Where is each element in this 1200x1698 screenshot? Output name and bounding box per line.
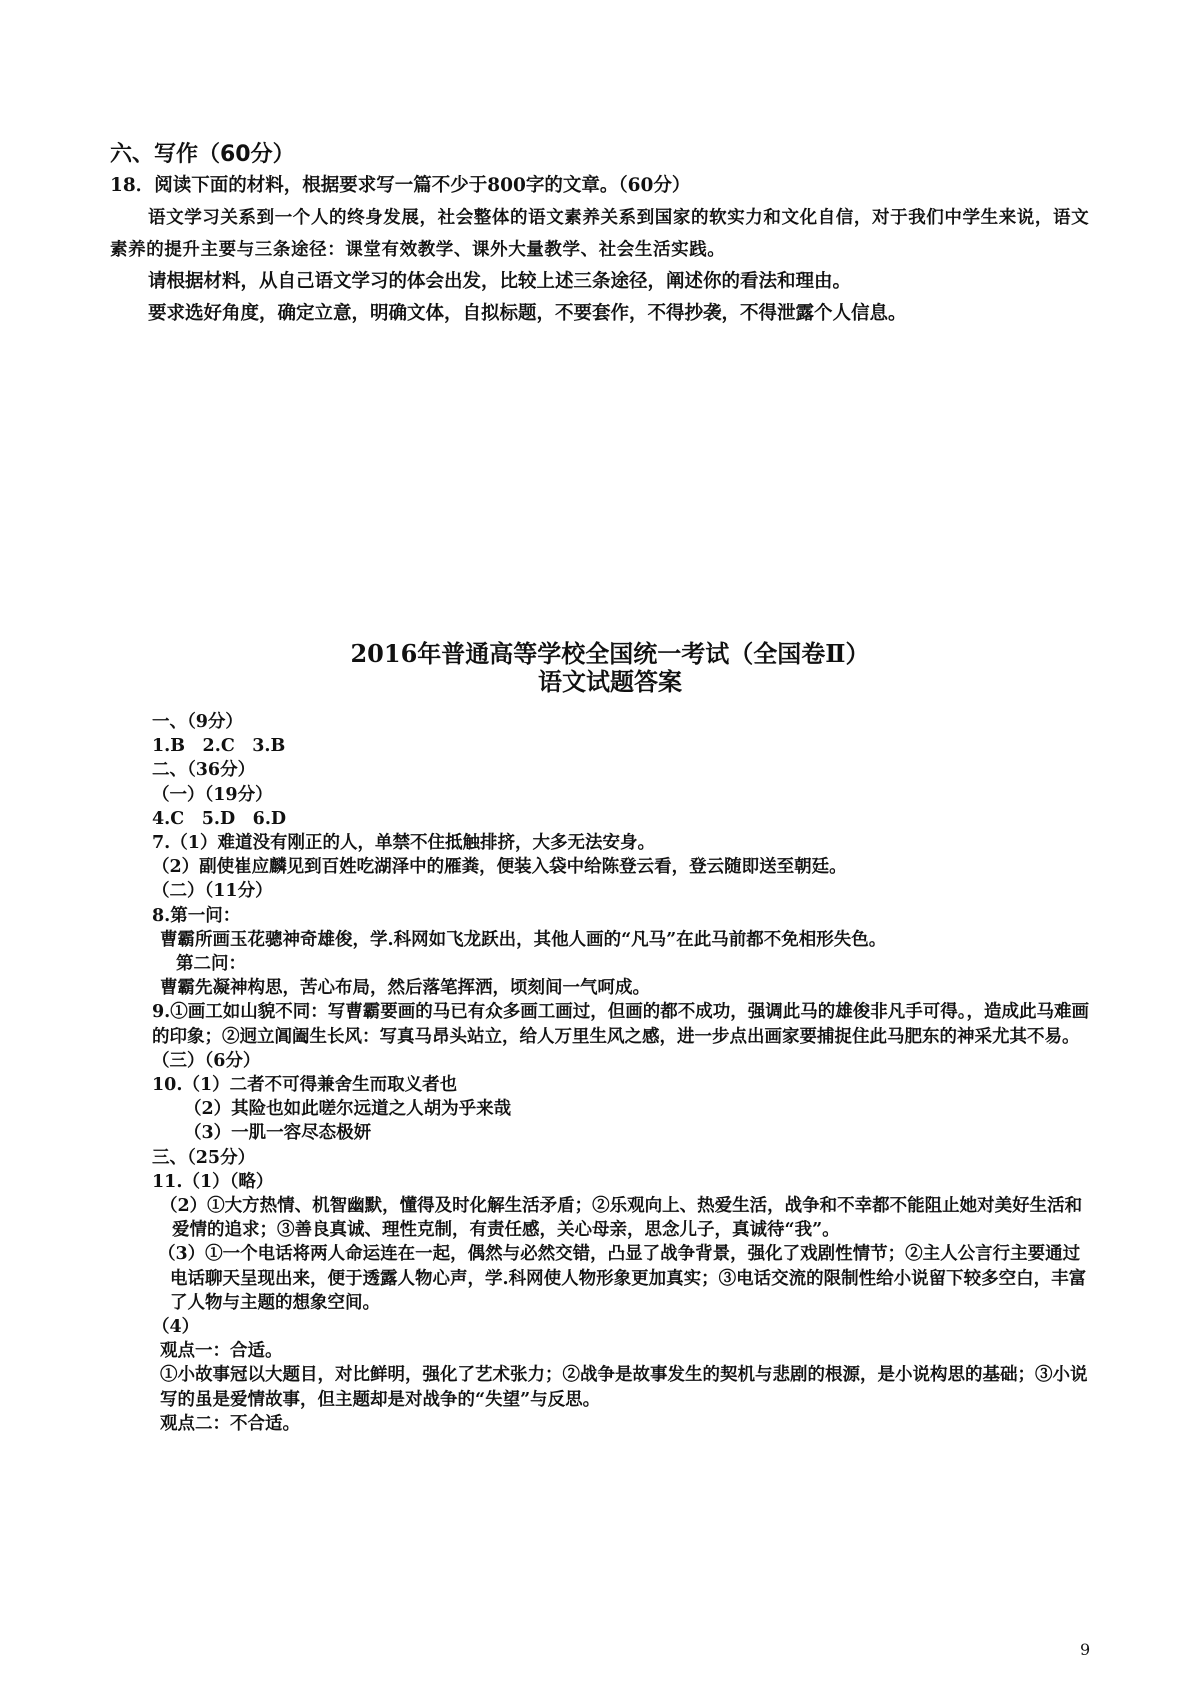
answer-line: （3）①一个电话将两人命运连在一起，偶然与必然交错，凸显了战争背景，强化了戏剧性情节；②主人公言行主要通过电话聊天呈现出来，便于透露人物心声，学.科网使人物形象更加真实；③电话交流的限制性给小说留下较多空白，丰富了人物与主题的想象空间。: [158, 1244, 1087, 1313]
answer-line: 1.B 2.C 3.B: [152, 736, 286, 757]
writing-instruction-2: 要求选好角度，确定立意，明确文体，自拟标题，不要套作，不得抄袭，不得泄露个人信息。: [148, 303, 907, 324]
answer-line: （2）①大方热情、机智幽默，懂得及时化解生活矛盾；②乐观向上、热爱生活，战争和不幸都不能阻止她对美好生活和爱情的追求；③善良真诚、理性克制，有责任感，关心母亲，思念儿子，真诚待“我”。: [160, 1196, 1083, 1241]
section-title: 六、写作（60分）: [110, 142, 295, 167]
answer-line: ①小故事冠以大题目，对比鲜明，强化了艺术张力；②战争是故事发生的契机与悲剧的根源，是小说构思的基础；③小说写的虽是爱情故事，但主题却是对战争的“失望”与反思。: [160, 1365, 1088, 1410]
question-18: 18．阅读下面的材料，根据要求写一篇不少于800字的文章。（60分）: [110, 175, 691, 196]
answers-body: [152, 710, 1092, 1436]
answer-line: 第二问：: [176, 954, 246, 975]
answer-line: （2）副使崔应麟见到百姓吃湖泽中的雁粪，便装入袋中给陈登云看，登云随即送至朝廷。: [152, 857, 847, 878]
answer-line: 三、（25分）: [152, 1147, 256, 1168]
answer-line: 一、（9分）: [152, 712, 243, 732]
answer-line: 10.（1）二者不可得兼舍生而取义者也: [152, 1075, 458, 1096]
answer-line: 7.（1）难道没有刚正的人，单禁不住抵触排挤，大多无法安身。: [152, 833, 655, 854]
answer-line: 4.C 5.D 6.D: [152, 808, 287, 829]
answer-line: （3）一肌一容尽态极妍: [184, 1123, 372, 1144]
answer-line: （4）: [152, 1317, 200, 1338]
answers-title-line-2: 语文试题答案: [538, 667, 682, 696]
answer-line: 11.（1）（略）: [152, 1171, 274, 1192]
answer-line: 曹霸先凝神构思，苦心布局，然后落笔挥洒，顷刻间一气呵成。: [160, 978, 650, 999]
writing-material: 语文学习关系到一个人的终身发展，社会整体的语文素养关系到国家的软实力和文化自信，对于我们中学生来说，语文素养的提升主要与三条途径：课堂有效教学、课外大量教学、社会生活实践。: [110, 208, 1090, 260]
answer-line: （一）（19分）: [152, 784, 273, 805]
answer-line: （2）其险也如此嗟尔远道之人胡为乎来哉: [184, 1099, 512, 1120]
answer-line: （二）（11分）: [152, 881, 273, 902]
answers-title-line-1: 2016年普通高等学校全国统一考试（全国卷Ⅱ）: [350, 639, 870, 668]
answer-line: 8.第一问：: [152, 905, 241, 926]
answer-line: 二、（36分）: [152, 760, 256, 781]
writing-instruction-1: 请根据材料，从自己语文学习的体会出发，比较上述三条途径，阐述你的看法和理由。: [148, 271, 852, 292]
answer-line: 观点一：合适。: [160, 1341, 283, 1362]
answer-line: （三）（6分）: [152, 1050, 261, 1071]
answer-line: 9.①画工如山貌不同：写曹霸要画的马已有众多画工画过，但画的都不成功，强调此马的雄俊非凡手可得。，造成此马难画的印象；②迥立阊阖生长风：写真马昂头站立，给人万里生风之感，进一步点出画家要捕捉住此马肥东的神采尤其不易。: [152, 1002, 1090, 1047]
answer-line: 观点二：不合适。: [160, 1413, 300, 1434]
writing-section: [110, 140, 1100, 330]
page-number: 9: [1080, 1640, 1091, 1659]
answer-line: 曹霸所画玉花骢神奇雄俊，学.科网如飞龙跃出，其他人画的“凡马”在此马前都不免相形失色。: [160, 929, 887, 950]
answers-title: [110, 640, 1110, 696]
